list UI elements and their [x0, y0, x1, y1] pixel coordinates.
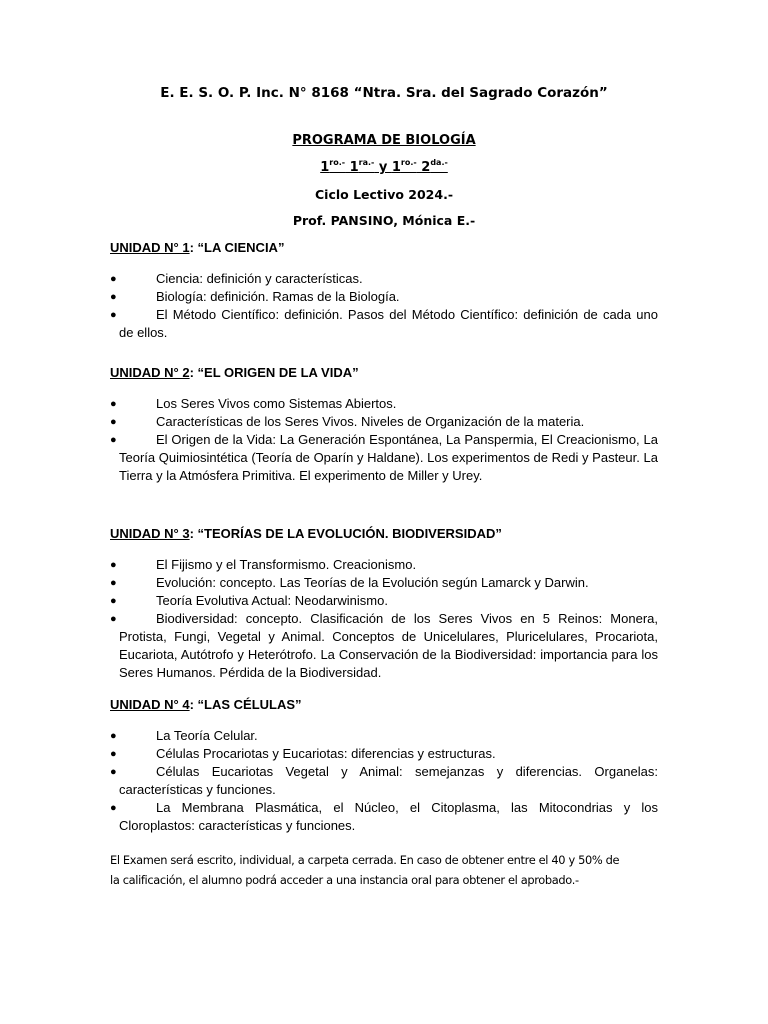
list-item: ● Los Seres Vivos como Sistemas Abiertos. [110, 396, 397, 411]
list-item: ● Ciencia: definición y características. [110, 271, 363, 286]
exam-note-line-2: la calificación, el alumno podrá acceder a una instancia oral para obtener el aprobado.- [110, 873, 579, 887]
list-item: ● Características de los Seres Vivos. Niveles de Organización de la materia. [110, 414, 585, 429]
unit-4-label: UNIDAD N° 4 [110, 697, 190, 712]
course-2-suffix: ro.- [400, 158, 417, 167]
unit-3-list [110, 556, 658, 682]
bullet-icon: ● [110, 309, 117, 321]
list-item: ● Teoría Evolutiva Actual: Neodarwinismo. [110, 593, 388, 608]
bullet-icon: ● [110, 398, 117, 410]
bullet-icon: ● [110, 748, 117, 760]
unit-2-heading [110, 364, 359, 382]
exam-note [110, 850, 670, 890]
unit-1-title: : “LA CIENCIA” [189, 240, 285, 255]
course-list [0, 159, 768, 177]
bullet-icon: ● [110, 613, 117, 625]
bullet-icon: ● [110, 802, 117, 814]
unit-3-label: UNIDAD N° 3 [110, 526, 190, 541]
bullet-icon: ● [110, 595, 117, 607]
course-1-suffix: ro.- [329, 158, 346, 167]
course-1-division-suffix: ra.- [358, 158, 375, 167]
list-item: ● Biología: definición. Ramas de la Biología. [110, 289, 400, 304]
unit-2-label: UNIDAD N° 2 [110, 365, 190, 380]
bullet-icon: ● [110, 730, 117, 742]
bullet-icon: ● [110, 434, 117, 446]
course-joiner: y [374, 160, 392, 175]
unit-4-title: : “LAS CÉLULAS” [189, 697, 302, 712]
list-item: ● El Fijismo y el Transformismo. Creacionismo. [110, 557, 417, 572]
list-item: ● El Origen de la Vida: La Generación Espontánea, La Panspermia, El Creacionismo, La Teoría Quimiosintética (Teoría de Oparín y Haldane). Los experimentos de Redi y Pasteur. La Tierra y la Atmósfera Primitiva. El experimento de Miller y Urey. [110, 432, 658, 483]
professor-name: Prof. PANSINO, Mónica E.- [292, 213, 476, 228]
list-item: ● La Membrana Plasmática, el Núcleo, el Citoplasma, las Mitocondrias y los Cloroplastos: características y funciones. [110, 800, 658, 833]
course-2-division-suffix: da.- [430, 158, 448, 167]
list-item: ● Biodiversidad: concepto. Clasificación de los Seres Vivos en 5 Reinos: Monera, Protista, Fungi, Vegetal y Animal. Conceptos de Unicelulares, Pluricelulares, Procariota, Eucariota, Autótrofo y Heterótrofo. La Conservación de la Biodiversidad: importancia para los Seres Humanos. Pérdida de la Biodiversidad. [110, 611, 658, 680]
unit-3-heading [110, 525, 502, 543]
unit-2-title: : “EL ORIGEN DE LA VIDA” [189, 365, 359, 380]
list-item: ● La Teoría Celular. [110, 728, 258, 743]
unit-1-list [110, 270, 658, 342]
exam-note-line-1: El Examen será escrito, individual, a carpeta cerrada. En caso de obtener entre el 40 y 50% de [110, 853, 620, 867]
unit-4-list [110, 727, 658, 835]
bullet-icon: ● [110, 559, 117, 571]
bullet-icon: ● [110, 766, 117, 778]
list-item: ● Evolución: concepto. Las Teorías de la Evolución según Lamarck y Darwin. [110, 575, 589, 590]
bullet-icon: ● [110, 291, 117, 303]
school-name: E. E. S. O. P. Inc. N° 8168 “Ntra. Sra. del Sagrado Corazón” [160, 85, 608, 101]
unit-1-heading [110, 239, 284, 257]
course-2-division: 2 [416, 160, 431, 175]
bullet-icon: ● [110, 416, 117, 428]
unit-2-list [110, 395, 658, 485]
list-item: ● Células Eucariotas Vegetal y Animal: semejanzas y diferencias. Organelas: características y funciones. [110, 764, 658, 797]
bullet-icon: ● [110, 577, 117, 589]
course-1-division: 1 [345, 160, 359, 175]
school-cycle: Ciclo Lectivo 2024.- [314, 187, 454, 202]
course-1-number: 1 [320, 160, 330, 175]
unit-1-label: UNIDAD N° 1 [110, 240, 190, 255]
program-title: PROGRAMA DE BIOLOGÍA [292, 133, 476, 148]
unit-4-heading [110, 696, 302, 714]
list-item: ● Células Procariotas y Eucariotas: diferencias y estructuras. [110, 746, 496, 761]
unit-3-title: : “TEORÍAS DE LA EVOLUCIÓN. BIODIVERSIDAD” [189, 526, 502, 541]
list-item: ● El Método Científico: definición. Pasos del Método Científico: definición de cada uno de ellos. [110, 307, 658, 340]
bullet-icon: ● [110, 273, 117, 285]
course-2-number: 1 [391, 160, 401, 175]
